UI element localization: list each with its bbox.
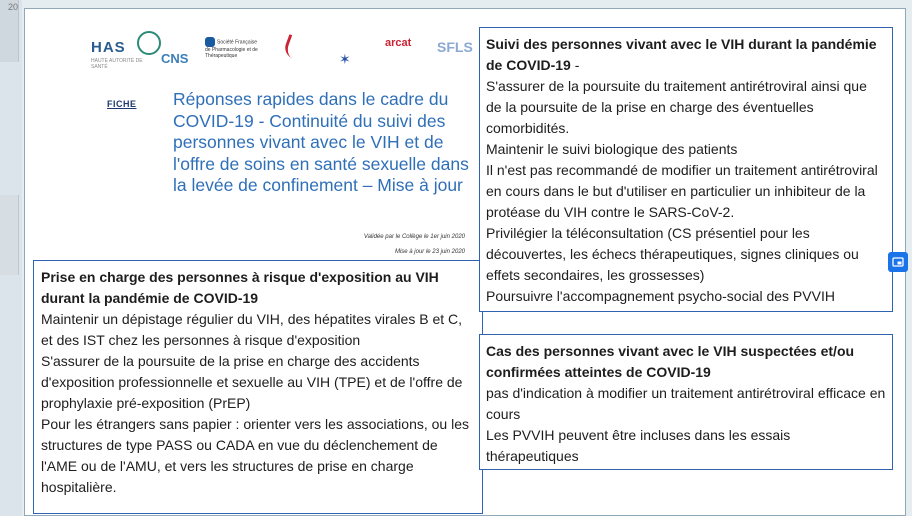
box-hiv-followup-line: Poursuivre l'accompagnement psycho-social des PVVIH bbox=[486, 288, 835, 304]
box-hiv-followup-line: Maintenir le suivi biologique des patients bbox=[486, 141, 738, 157]
slide-thumbnail[interactable] bbox=[0, 0, 19, 62]
picture-in-picture-icon bbox=[892, 256, 904, 268]
box-hiv-followup-heading bbox=[486, 34, 886, 76]
cns-logo: CNS bbox=[161, 51, 189, 66]
box-risk-exposure-line: Pour les étrangers sans papier : orienter vers les associations, ou les structures de type PASS ou CADA en vue du déclenchement de l'AME ou de l'AMU, et vers les structures de prise en charge hospitalière. bbox=[41, 416, 469, 495]
sfp-logo-text: Société Française de Pharmacologie et de Thérapeutique bbox=[205, 39, 258, 59]
box-hiv-followup-title: Suivi des personnes vivant avec le VIH durant la pandémie de COVID-19 bbox=[486, 36, 877, 73]
thumbnail-label: 20 bbox=[7, 2, 18, 12]
box-covid-cases-line: pas d'indication à modifier un traitement antirétroviral efficace en cours bbox=[486, 385, 886, 422]
sfls-logo: SFLS bbox=[437, 39, 473, 55]
box-hiv-followup-line: S'assurer de la poursuite du traitement antirétroviral ainsi que de la poursuite de la prise en charge des éventuelles comorbidités. bbox=[486, 78, 867, 136]
has-logo-subtitle: HAUTE AUTORITÉ DE SANTÉ bbox=[91, 58, 143, 70]
box-covid-cases-line: Les PVVIH peuvent être incluses dans les essais thérapeutiques bbox=[486, 427, 791, 464]
box-covid-cases bbox=[479, 334, 893, 470]
box-hiv-followup bbox=[479, 27, 893, 312]
box-hiv-followup-line: Privilégier la téléconsultation (CS présentiel pour les découvertes, les échecs thérapeutiques, signes cliniques ou effets secondaires, les grossesses) bbox=[486, 225, 859, 283]
box-hiv-followup-line: Il n'est pas recommandé de modifier un traitement antirétroviral en cours dans le but d'utiliser en particulier un inhibiteur de la protéase du VIH contre le SARS-CoV-2. bbox=[486, 162, 878, 220]
box-hiv-followup-title-suffix: - bbox=[570, 57, 580, 73]
validation-date: Validée par le Collège le 1er juin 2020 bbox=[363, 234, 465, 240]
slide-thumbnail-secondary[interactable] bbox=[0, 195, 19, 275]
box-risk-exposure-line: Maintenir un dépistage régulier du VIH, des hépatites virales B et C, et des IST chez les personnes à risque d'exposition bbox=[41, 311, 463, 348]
picture-in-picture-button[interactable] bbox=[888, 252, 908, 272]
left-panel-strip bbox=[0, 0, 22, 516]
box-risk-exposure bbox=[33, 260, 483, 514]
logos-row bbox=[85, 29, 473, 79]
update-date: Mise à jour le 23 juin 2020 bbox=[394, 249, 465, 255]
star-logo-icon: ✶ bbox=[339, 51, 351, 67]
slide-canvas bbox=[24, 8, 906, 516]
arcat-logo bbox=[385, 37, 411, 49]
box-risk-exposure-line: S'assurer de la poursuite de la prise en charge des accidents d'exposition professionnelle et sexuelle au VIH (TPE) et de l'offre de prophylaxie pré-exposition (PrEP) bbox=[41, 353, 463, 411]
sfp-logo bbox=[205, 37, 261, 59]
sfp-logo-icon bbox=[205, 37, 215, 47]
box-risk-exposure-title: Prise en charge des personnes à risque d'exposition au VIH durant la pandémie de COVID-19 bbox=[41, 269, 439, 306]
has-logo-text: HAS bbox=[91, 39, 126, 56]
arcat-logo-text: arcat bbox=[385, 37, 412, 49]
document-label: FICHE bbox=[107, 99, 137, 109]
leaf-logo-icon bbox=[137, 31, 161, 55]
flame-logo-icon bbox=[282, 34, 309, 62]
document-title: Réponses rapides dans le cadre du COVID-19 - Continuité du suivi des personnes vivant avec le VIH et de l'offre de soins en santé sexuelle dans la levée de confinement – Mise à jour bbox=[173, 89, 469, 195]
box-covid-cases-title: Cas des personnes vivant avec le VIH suspectées et/ou confirmées atteintes de COVID-19 bbox=[486, 343, 855, 380]
